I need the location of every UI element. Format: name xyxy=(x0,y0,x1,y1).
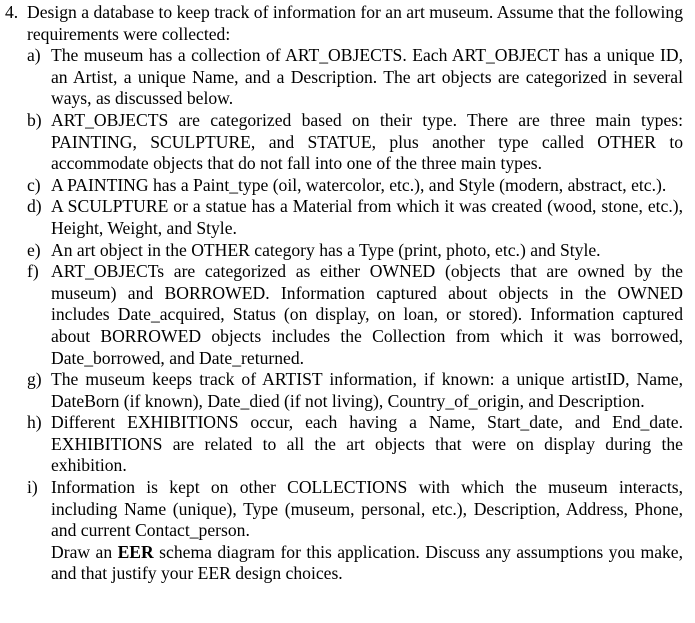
list-item-text: Information is kept on other COLLECTIONS with which the museum interacts, including Name (unique), Type (museum, personal, etc.), Description, Address, Phone, and current Contact_person. xyxy=(51,477,683,541)
list-item xyxy=(27,175,683,197)
list-item xyxy=(27,477,683,542)
list-item-label: g) xyxy=(27,369,42,390)
list-item xyxy=(27,412,683,477)
list-item-label: i) xyxy=(27,477,38,498)
list-item-text: The museum keeps track of ARTIST information, if known: a unique artistID, Name, DateBorn (if known), Date_died (if not living), Country_of_origin, and Description. xyxy=(51,369,683,411)
list-item-text: A SCULPTURE or a statue has a Material from which it was created (wood, stone, etc.), Height, Weight, and Style. xyxy=(51,196,683,238)
list-item-text: A PAINTING has a Paint_type (oil, watercolor, etc.), and Style (modern, abstract, etc.). xyxy=(51,174,667,195)
closing-instruction xyxy=(51,542,683,585)
list-item-text: ART_OBJECTS are categorized based on their type. There are three main types: PAINTING, SCULPTURE, and STATUE, plus another type called OTHER to accommodate objects that do not fall into one of the three main types. xyxy=(51,109,683,174)
list-item-text: The museum has a collection of ART_OBJECTS. Each ART_OBJECT has a unique ID, an Artist, a unique Name, and a Description. The art objects are categorized in several ways, as discussed below. xyxy=(51,45,683,109)
closing-text-before: Draw an xyxy=(51,541,118,562)
document-page xyxy=(5,2,683,585)
question-intro: Design a database to keep track of information for an art museum. Assume that the following requirements were collected: xyxy=(27,2,683,44)
list-item-label: h) xyxy=(27,412,42,433)
list-item xyxy=(27,261,683,369)
list-item xyxy=(27,240,683,262)
list-item-text: ART_OBJECTs are categorized as either OWNED (objects that are owned by the museum) and BORROWED. Information captured about objects in the OWNED includes Date_acquired, Status (on display, on loan, or stored). Information captured about BORROWED objects includes the Collection from which it was borrowed, Date_borrowed, and Date_returned. xyxy=(51,261,683,368)
question-number: 4. xyxy=(5,2,19,22)
list-item-label: c) xyxy=(27,174,41,195)
list-item xyxy=(27,196,683,239)
list-item xyxy=(27,45,683,110)
list-item-text: Different EXHIBITIONS occur, each having a Name, Start_date, and End_date. EXHIBITIONS are related to all the art objects that were on display during the exhibition. xyxy=(51,412,683,476)
list-item-text: An art object in the OTHER category has a Type (print, photo, etc.) and Style. xyxy=(51,239,601,260)
list-item xyxy=(27,369,683,412)
list-item-label: d) xyxy=(27,196,42,217)
requirements-list xyxy=(27,45,683,542)
list-item-label: a) xyxy=(27,45,41,66)
list-item-label: e) xyxy=(27,239,41,260)
question-header xyxy=(5,2,683,45)
list-item-label: f) xyxy=(27,261,39,282)
closing-text-after: schema diagram for this application. Discuss any assumptions you make, and that justify your EER design choices. xyxy=(51,541,684,584)
list-item-label: b) xyxy=(27,109,42,130)
list-item xyxy=(27,110,683,175)
closing-emphasis: EER xyxy=(117,541,154,562)
